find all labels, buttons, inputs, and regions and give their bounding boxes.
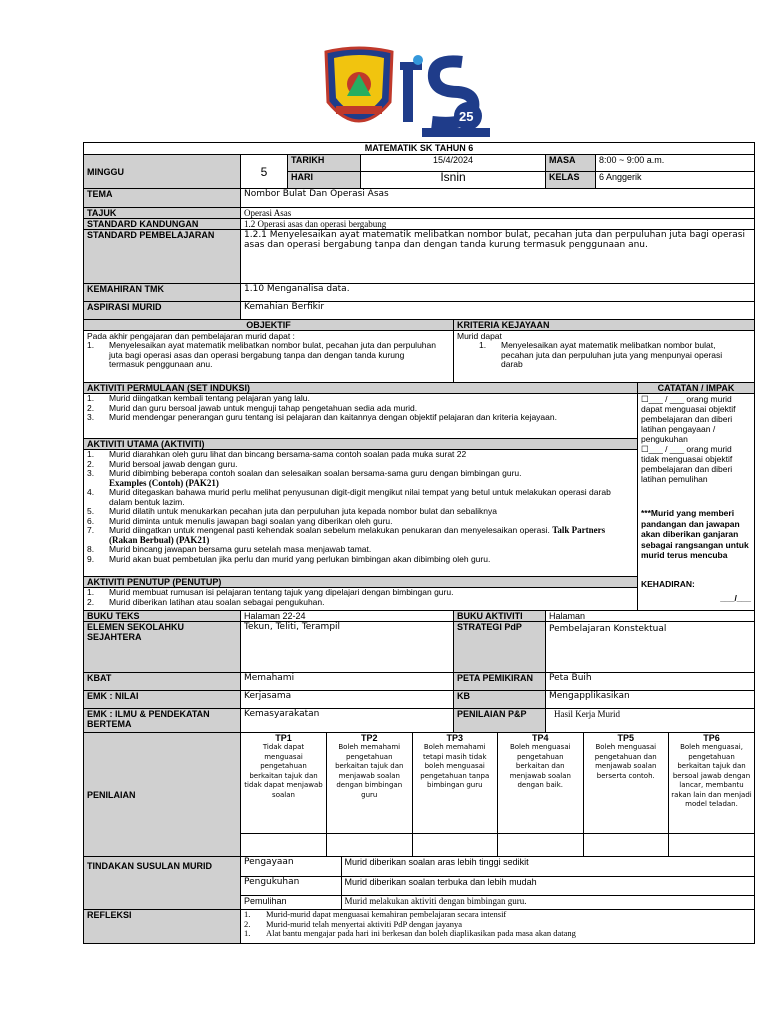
refleksi-item: 1. Alat bantu mengajar pada hari ini berkesan dan boleh diaplikasikan pada masa akan datang xyxy=(244,928,576,938)
catatan-body xyxy=(638,394,755,611)
induksi-body xyxy=(84,394,638,439)
peta-pemikiran-value: Peta Buih xyxy=(546,673,755,691)
penutup-body xyxy=(84,588,638,611)
strategi-pdp-value: Pembelajaran Konstektual xyxy=(546,622,755,673)
kriteria-intro: Murid dapat xyxy=(457,331,502,341)
pengukuhan-label: Pengukuhan xyxy=(241,876,341,895)
tp2-mark-cell[interactable] xyxy=(327,833,413,856)
tp3-mark-cell[interactable] xyxy=(412,833,498,856)
school-logos-image xyxy=(322,44,492,140)
ts25-logo xyxy=(400,55,490,137)
kemahiran-tmk-value: 1.10 Menganalisa data. xyxy=(241,284,755,302)
induksi-item: 1. Murid diingatkan kembali tentang pelajaran yang lalu. xyxy=(87,393,310,403)
masa-label: MASA xyxy=(546,155,596,172)
utama-body xyxy=(84,450,638,577)
utama-item: 6. Murid diminta untuk menulis jawapan bagi soalan yang diberikan oleh guru. xyxy=(87,515,393,526)
ts25-number: 25 xyxy=(459,109,474,124)
emk-nilai-label: EMK : NILAI xyxy=(84,691,241,709)
standard-kandungan-label: STANDARD KANDUNGAN xyxy=(84,219,241,230)
buku-teks-value: Halaman 22-24 xyxy=(241,611,454,622)
objektif-intro: Pada akhir pengajaran dan pembelajaran murid dapat : xyxy=(87,331,295,341)
utama-item: 5. Murid dilatih untuk menukarkan pecahan juta dan perpuluhan juta kepada nombor bulat dan sebaliknya xyxy=(87,506,497,516)
pemulihan-label: Pemulihan xyxy=(241,895,341,909)
peta-pemikiran-label: PETA PEMIKIRAN xyxy=(454,673,546,691)
tema-value: Nombor Bulat Dan Operasi Asas xyxy=(241,189,755,208)
tp4-mark-cell[interactable] xyxy=(498,833,584,856)
kb-value: Mengapplikasikan xyxy=(546,691,755,709)
standard-kandungan-value: 1.2 Operasi asas dan operasi bergabung xyxy=(241,219,755,230)
tp-table xyxy=(241,733,754,856)
hari-label: HARI xyxy=(288,172,361,189)
aspirasi-murid-label: ASPIRASI MURID xyxy=(84,302,241,320)
catatan-menguasai: ☐___ / ___ orang murid dapat menguasai objektif pembelajaran dan diberi latihan pengayaan / pengukuhan xyxy=(641,394,736,444)
induksi-item: 3. Murid mendengar penerangan guru tentang isi pelajaran dan kaitannya dengan objektif pelajaran dan kriteria kejayaan. xyxy=(87,412,557,422)
kehadiran-blank: ___/___ xyxy=(720,593,751,603)
tp2-cell: TP2 Boleh memahami pengetahuan berkaitan tajuk dan menjawab soalan dengan bimbingan guru xyxy=(327,733,413,833)
refleksi-item: 2. Murid-murid telah menyertai aktiviti PdP dengan jayanya xyxy=(244,918,463,929)
strategi-pdp-label: STRATEGI PdP xyxy=(454,622,546,673)
pak21-talk-partners-label: Talk Partners (Rakan Berbual) (PAK21) xyxy=(109,525,606,545)
lesson-plan-table xyxy=(83,142,755,944)
utama-item: 7. Murid diingatkan untuk mengenal pasti kehendak soalan sebelum melakukan penukaran dan menyelesaikan operasi. Talk Partners (Rakan Berbual) (PAK21) xyxy=(87,525,606,545)
utama-item: 1. Murid diarahkan oleh guru lihat dan bincang bersama-sama contoh soalan pada muka surat 22 xyxy=(87,449,467,459)
kbat-label: KBAT xyxy=(84,673,241,691)
penilaian-pdp-label: PENILAIAN P&P xyxy=(454,709,546,733)
refleksi-body xyxy=(241,910,755,944)
emk-ilmu-label: EMK : ILMU & PENDEKATAN BERTEMA xyxy=(84,709,241,733)
buku-aktiviti-label: BUKU AKTIVITI xyxy=(454,611,546,622)
tindakan-susulan-label: TINDAKAN SUSULAN MURID xyxy=(84,857,241,910)
elemen-sekolahku-value: Tekun, Teliti, Terampil xyxy=(241,622,454,673)
tp1-mark-cell[interactable] xyxy=(241,833,327,856)
standard-pembelajaran-value: 1.2.1 Menyelesaikan ayat matematik melibatkan nombor bulat, pecahan juta dan perpuluhan juta bagi operasi asas dan operasi bergabung tanpa dan dengan tanda kurung termasuk penggunaan anu. xyxy=(241,230,755,284)
lesson-title: MATEMATIK SK TAHUN 6 xyxy=(84,143,755,155)
hari-value: Isnin xyxy=(361,172,546,189)
kriteria-item: 1. Menyelesaikan ayat matematik melibatkan nombor bulat, pecahan juta dan perpuluhan juta yang menpunyai operasi darab xyxy=(479,340,723,369)
tajuk-value: Operasi Asas xyxy=(241,208,755,219)
utama-header: AKTIVITI UTAMA (AKTIVITI) xyxy=(84,439,638,450)
tp3-cell: TP3 Boleh memahami tetapi masih tidak boleh menguasai pengetahuan tanpa bimbingan guru xyxy=(412,733,498,833)
objektif-header: OBJEKTIF xyxy=(84,320,454,331)
penutup-item: 1. Murid membuat rumusan isi pelajaran tentang tajuk yang dipelajari dengan bimbingan guru. xyxy=(87,587,454,597)
buku-teks-label: BUKU TEKS xyxy=(84,611,241,622)
elemen-sekolahku-label: ELEMEN SEKOLAHKU SEJAHTERA xyxy=(84,622,241,673)
emk-ilmu-value: Kemasyarakatan xyxy=(241,709,454,733)
refleksi-item: 1. Murid-murid dapat menguasai kemahiran pembelajaran secara intensif xyxy=(244,909,507,919)
utama-item: 4. Murid ditegaskan bahawa murid perlu melihat penyusunan digit-digit mengikut nilai tempat yang betul untuk melakukan operasi darab dalam bentuk lazim. xyxy=(87,487,611,507)
induksi-item: 2. Murid dan guru bersoal jawab untuk menguji tahap pengetahuan sedia ada murid. xyxy=(87,402,418,413)
pemulihan-value: Murid melakukan aktiviti dengan bimbingan guru. xyxy=(341,895,754,909)
standard-pembelajaran-label: STANDARD PEMBELAJARAN xyxy=(84,230,241,284)
catatan-ganjaran-note: ***Murid yang memberi pandangan dan jawapan akan diberikan ganjaran sebagai rangsangan untuk murid terus mencuba xyxy=(641,508,749,560)
penutup-item: 2. Murid diberikan latihan atau soalan sebagai pengukuhan. xyxy=(87,596,325,607)
utama-item: 3. Murid dibimbing beberapa contoh soalan dan selesaikan soalan bersama-sama guru dengan bimbingan guru. Examples (Contoh) (PAK21) xyxy=(87,468,522,488)
tp1-cell: TP1 Tidak dapat menguasai pengetahuan berkaitan tajuk dan tidak dapat menjawab soalan xyxy=(241,733,327,833)
induksi-header: AKTIVITI PERMULAAN (SET INDUKSI) xyxy=(84,383,638,394)
tp5-mark-cell[interactable] xyxy=(583,833,669,856)
kriteria-body xyxy=(454,331,755,383)
tp6-cell: TP6 Boleh menguasai, pengetahuan berkaitan tajuk dan bersoal jawab dengan lancar, membantu rakan lain dan menjadi model teladan. xyxy=(669,733,755,833)
minggu-value: 5 xyxy=(241,155,288,189)
tp4-cell: TP4 Boleh menguasai pengetahuan berkaitan dan menjawab soalan dengan baik. xyxy=(498,733,584,833)
kriteria-header: KRITERIA KEJAYAAN xyxy=(454,320,755,331)
penutup-header: AKTIVITI PENUTUP (PENUTUP) xyxy=(84,577,638,588)
utama-item: 8. Murid bincang jawapan bersama guru setelah masa menjawab tamat. xyxy=(87,544,372,554)
emk-nilai-value: Kerjasama xyxy=(241,691,454,709)
tp5-cell: TP5 Boleh menguasai pengetahuan dan menjawab soalan berserta contoh. xyxy=(583,733,669,833)
penilaian-tp-grid xyxy=(241,733,755,857)
pengayaan-label: Pengayaan xyxy=(241,857,341,876)
kelas-value: 6 Anggerik xyxy=(596,172,755,189)
tarikh-label: TARIKH xyxy=(288,155,361,172)
penilaian-label: PENILAIAN xyxy=(84,733,241,857)
buku-aktiviti-value: Halaman xyxy=(546,611,755,622)
pengukuhan-value: Murid diberikan soalan terbuka dan lebih mudah xyxy=(341,876,754,895)
tajuk-label: TAJUK xyxy=(84,208,241,219)
minggu-label: MINGGU xyxy=(84,155,241,189)
kbat-value: Memahami xyxy=(241,673,454,691)
catatan-header: CATATAN / IMPAK xyxy=(638,383,755,394)
tema-label: TEMA xyxy=(84,189,241,208)
catatan-tidak-menguasai: ☐___ / ___ orang murid tidak menguasai objektif pembelajaran dan diberi latihan pemulihan xyxy=(641,444,733,484)
pengayaan-value: Murid diberikan soalan aras lebih tinggi sedikit xyxy=(341,857,754,876)
refleksi-label: REFLEKSI xyxy=(84,910,241,944)
kelas-label: KELAS xyxy=(546,172,596,189)
tarikh-value: 15/4/2024 xyxy=(361,155,546,172)
objektif-item: 1. Menyelesaikan ayat matematik melibatkan nombor bulat, pecahan juta dan perpuluhan juta bagi operasi asas dan operasi bergabung tanpa dan dengan tanda kurung termasuk penggunaan anu. xyxy=(87,340,436,369)
penilaian-pdp-value: Hasil Kerja Murid xyxy=(546,709,755,733)
objektif-body xyxy=(84,331,454,383)
pak21-examples-label: Examples (Contoh) (PAK21) xyxy=(109,477,219,488)
kemahiran-tmk-label: KEMAHIRAN TMK xyxy=(84,284,241,302)
aspirasi-murid-value: Kemahian Berfikir xyxy=(241,302,755,320)
tindakan-table xyxy=(241,857,754,909)
utama-item: 9. Murid akan buat pembetulan jika perlu dan murid yang perlukan bimbingan akan dibimbing oleh guru. xyxy=(87,553,491,564)
utama-item: 2. Murid bersoal jawab dengan guru. xyxy=(87,458,238,469)
tp6-mark-cell[interactable] xyxy=(669,833,755,856)
kb-label: KB xyxy=(454,691,546,709)
masa-value: 8:00 ~ 9:00 a.m. xyxy=(596,155,755,172)
school-crest-logo xyxy=(326,48,392,121)
tindakan-susulan-body xyxy=(241,857,755,910)
kehadiran-label: KEHADIRAN: xyxy=(641,578,695,589)
logos xyxy=(322,44,492,140)
